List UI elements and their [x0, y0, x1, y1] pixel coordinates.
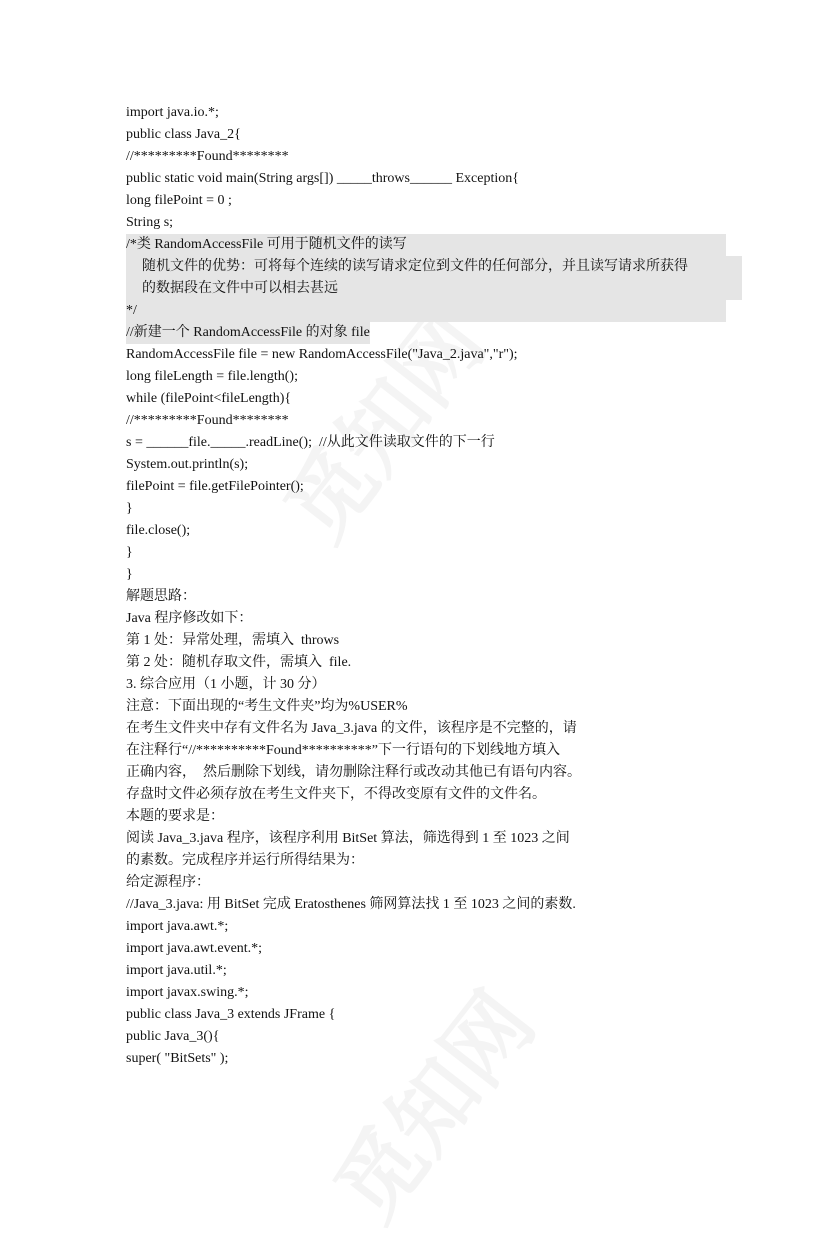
code-comment [126, 322, 726, 344]
highlighted-comment: /*类 RandomAccessFile 可用于随机文件的读写 [126, 234, 726, 256]
code-line: filePoint = file.getFilePointer(); [126, 479, 304, 494]
code-comment: //*********Found******** [126, 149, 289, 164]
code-line: import java.util.*; [126, 963, 227, 978]
code-line: System.out.println(s); [126, 457, 249, 472]
text-line: 第 1 处：异常处理，需填入 throws [126, 633, 340, 648]
code-line: file.close(); [126, 523, 191, 538]
text-line: 第 2 处：随机存取文件，需填入 file. [126, 655, 352, 670]
code-line: public class Java_2{ [126, 127, 241, 142]
code-comment: //*********Found******** [126, 413, 289, 428]
text-line: 本题的要求是： [126, 809, 224, 824]
text-line: 存盘时文件必须存放在考生文件夹下，不得改变原有文件的文件名。 [126, 787, 546, 802]
code-line: public Java_3(){ [126, 1029, 220, 1044]
text-line: 在考生文件夹中存有文件名为 Java_3.java 的文件，该程序是不完整的，请 [126, 721, 577, 736]
code-line: import java.io.*; [126, 105, 219, 120]
code-comment: //Java_3.java: 用 BitSet 完成 Eratosthenes 筛网算法找 1 至 1023 之间的素数. [126, 897, 576, 912]
highlighted-comment: */ [126, 300, 726, 322]
code-line: import javax.swing.*; [126, 985, 249, 1000]
text-line: 注意：下面出现的“考生文件夹”均为%USER% [126, 699, 408, 714]
code-line: import java.awt.event.*; [126, 941, 263, 956]
text-line: Java 程序修改如下： [126, 611, 253, 626]
code-line: } [126, 501, 133, 516]
code-line: RandomAccessFile file = new RandomAccessFile("Java_2.java","r"); [126, 347, 518, 362]
code-line: long filePoint = 0 ; [126, 193, 232, 208]
document-body [126, 102, 726, 1070]
text-line: 给定源程序： [126, 875, 210, 890]
code-line: s = ______file._____.readLine(); //从此文件读取文件的下一行 [126, 435, 495, 450]
code-line: } [126, 545, 133, 560]
code-line: public class Java_3 extends JFrame { [126, 1007, 336, 1022]
text-line: 的素数。完成程序并运行所得结果为： [126, 853, 364, 868]
code-line: public static void main(String args[]) _____throws______ Exception{ [126, 171, 519, 186]
text-line: 正确内容， 然后删除下划线，请勿删除注释行或改动其他已有语句内容。 [126, 765, 581, 780]
highlighted-comment: 随机文件的优势：可将每个连续的读写请求定位到文件的任何部分，并且读写请求所获得 [126, 256, 742, 278]
text-line: 阅读 Java_3.java 程序，该程序利用 BitSet 算法，筛选得到 1 至 1023 之间 [126, 831, 570, 846]
code-line: super( "BitSets" ); [126, 1051, 229, 1066]
code-line: String s; [126, 215, 174, 230]
highlighted-comment: 的数据段在文件中可以相去甚远 [126, 278, 742, 300]
section-heading: 3. 综合应用（1 小题，计 30 分） [126, 677, 326, 692]
code-line: while (filePoint<fileLength){ [126, 391, 292, 406]
highlighted-comment: //新建一个 RandomAccessFile 的对象 file [126, 322, 370, 344]
section-heading: 解题思路： [126, 589, 196, 604]
code-line: long fileLength = file.length(); [126, 369, 298, 384]
text-line: 在注释行“//**********Found**********”下一行语句的下划线地方填入 [126, 743, 560, 758]
code-line: } [126, 567, 133, 582]
code-line: import java.awt.*; [126, 919, 229, 934]
